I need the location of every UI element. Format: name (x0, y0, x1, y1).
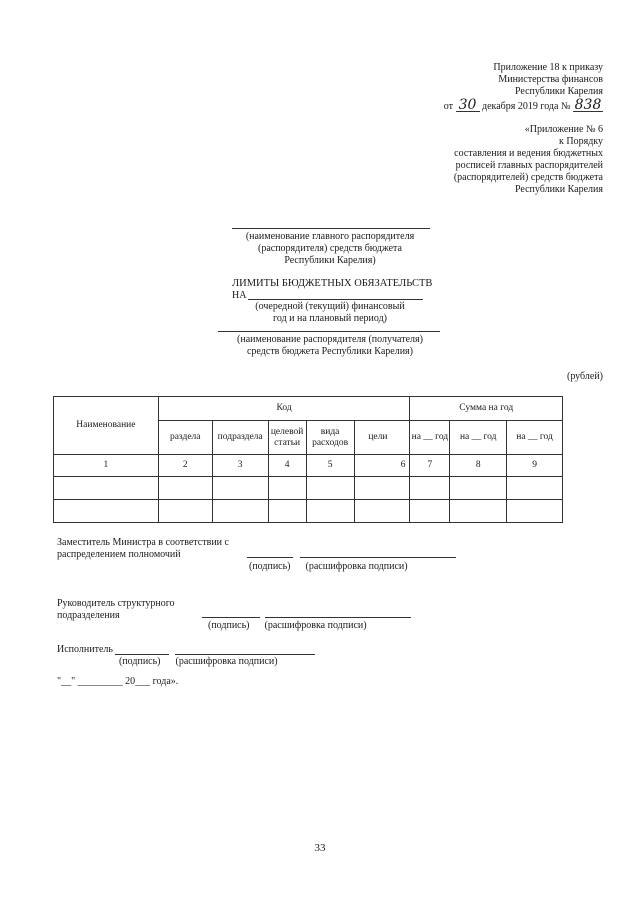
header-name: Наименование (54, 397, 159, 455)
title-na: НА (232, 290, 247, 301)
header-celevoy: целевой статьи (268, 421, 306, 455)
order-date-line (343, 99, 603, 113)
head-name-line (265, 617, 411, 618)
header-year3: на __ год (507, 421, 563, 455)
header-line: Приложение 18 к приказу (493, 62, 603, 73)
caption-line: (наименование главного распорядителя (245, 231, 415, 242)
unit-head-label (57, 598, 175, 622)
date-day: 30 (456, 99, 480, 112)
page-number: 33 (314, 842, 326, 854)
col-number: 3 (212, 455, 268, 477)
header-celi: цели (354, 421, 410, 455)
header-vida: вида расходов (306, 421, 354, 455)
annex-line: «Приложение № 6 (524, 124, 603, 135)
table-header-row (54, 397, 563, 421)
period-caption (220, 301, 440, 325)
executor-label: Исполнитель (57, 644, 113, 655)
date-month-year: декабря 2019 года № (482, 101, 571, 112)
caption-line: средств бюджета Республики Карелия) (246, 346, 413, 357)
procedure-appendix-header (343, 124, 603, 196)
header-line: Министерства финансов (498, 74, 603, 85)
order-appendix-header (343, 62, 603, 113)
caption-line: (наименование распорядителя (получателя) (237, 334, 423, 345)
col-number: 8 (450, 455, 507, 477)
caption-line: Республики Карелия) (284, 255, 376, 266)
document-title: ЛИМИТЫ БЮДЖЕТНЫХ ОБЯЗАТЕЛЬСТВ (232, 278, 433, 289)
currency-units: (рублей) (566, 371, 603, 382)
table-row (54, 477, 563, 500)
recipient-blank-line (218, 331, 440, 332)
date-prefix: от (443, 101, 453, 112)
head-caption: (подпись) (расшифровка подписи) (208, 620, 367, 631)
caption-line: (очередной (текущий) финансовый (255, 301, 405, 312)
header-year2: на __ год (450, 421, 507, 455)
col-number: 2 (158, 455, 212, 477)
table-number-row (54, 455, 563, 477)
col-number: 5 (306, 455, 354, 477)
header-sum: Сумма на год (410, 397, 563, 421)
annex-line: составления и ведения бюджетных (454, 148, 603, 159)
col-number: 6 (354, 455, 410, 477)
label-line: Заместитель Министра в соответствии с (57, 537, 229, 548)
limits-table (53, 396, 563, 523)
date-line: "__" _________ 20___ года». (57, 676, 179, 687)
col-number: 4 (268, 455, 306, 477)
table-row (54, 500, 563, 523)
annex-line: росписей главных распорядителей (455, 160, 603, 171)
col-number: 1 (54, 455, 159, 477)
deputy-caption: (подпись) (расшифровка подписи) (249, 561, 408, 572)
deputy-minister-label (57, 537, 229, 561)
annex-line: (распорядителей) средств бюджета (453, 172, 603, 183)
header-line: Республики Карелия (514, 86, 603, 97)
col-number: 7 (410, 455, 450, 477)
label-line: распределением полномочий (57, 549, 181, 560)
deputy-signature-line (247, 557, 293, 558)
executor-name-line (175, 654, 315, 655)
annex-line: Республики Карелия (514, 184, 603, 195)
header-code: Код (158, 397, 410, 421)
main-manager-caption (210, 231, 450, 267)
deputy-name-line (300, 557, 456, 558)
caption-line: (распорядителя) средств бюджета (258, 243, 402, 254)
annex-line: к Порядку (559, 136, 603, 147)
executor-caption: (подпись) (расшифровка подписи) (119, 656, 278, 667)
caption-line: год и на плановый период) (273, 313, 387, 324)
main-manager-blank-line (232, 228, 430, 229)
recipient-caption (200, 334, 460, 358)
label-line: подразделения (57, 610, 120, 621)
header-razdela: раздела (158, 421, 212, 455)
executor-signature-line (115, 654, 169, 655)
label-line: Руководитель структурного (57, 598, 175, 609)
header-podrazdela: подраздела (212, 421, 268, 455)
head-signature-line (202, 617, 260, 618)
header-year1: на __ год (410, 421, 450, 455)
col-number: 9 (507, 455, 563, 477)
order-number: 838 (574, 97, 602, 113)
period-blank-line (248, 299, 423, 300)
